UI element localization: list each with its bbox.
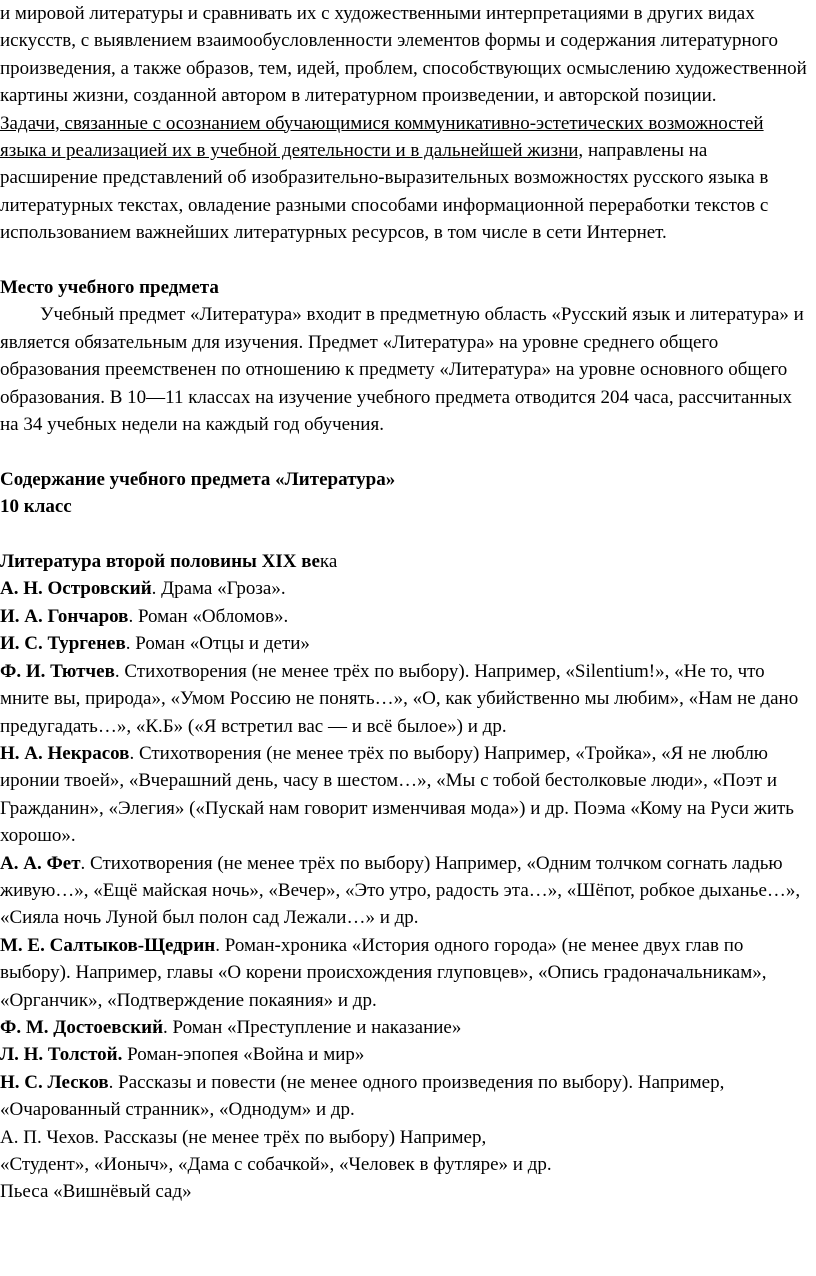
grade-heading: 10 класс bbox=[0, 496, 72, 518]
tasks-paragraph bbox=[0, 110, 808, 247]
author-name: Ф. И. Тютчев bbox=[0, 660, 115, 682]
tasks-rest-text: направлены на расширение представлений об изобразительно-выразительных возможностях русского языка в литературных текстах, овладение разными способами информационной переработки текстов с использованием важнейших литературных ресурсов, в том числе в сети Интернет. bbox=[0, 140, 769, 244]
place-paragraph: Учебный предмет «Литература» входит в предметную область «Русский язык и литература» и является обязательным для изучения. Предмет «Литература» на уровне среднего общего образования преемственен по отношению к предмету «Литература» на уровне основного общего образования. В 10—11 классах на изучение учебного предмета отводится 204 часа, рассчитанных на 34 учебных недели на каждый год обучения. bbox=[0, 304, 804, 436]
author-entry bbox=[0, 1014, 808, 1041]
author-entry bbox=[0, 575, 808, 602]
author-name: А. А. Фет bbox=[0, 852, 81, 874]
content-heading: Содержание учебного предмета «Литература» bbox=[0, 468, 396, 490]
author-works: . Стихотворения (не менее трёх по выбору) Например, «Тройка», «Я не люблю иронии твоей», «Вчерашний день, часу в шестом…», «Мы с тобой бестолковые люди», «Поэт и Гражданин», «Элегия» («Пускай нам говорит изменчивая мода») и др. Поэма «Кому на Руси жить хорошо». bbox=[0, 742, 794, 847]
section-heading-tail: ка bbox=[319, 551, 338, 573]
spacer bbox=[0, 521, 808, 548]
author-entry bbox=[0, 603, 808, 630]
author-name: И. С. Тургенев bbox=[0, 633, 126, 655]
tasks-underlined-text: Задачи, связанные с осознанием обучающимися коммуникативно-эстетических возможностей языка и реализацией их в учебной деятельности и в дальнейшей жизни, bbox=[0, 112, 764, 162]
author-entry bbox=[0, 740, 808, 850]
section-heading-bold: Литература второй половины XIX ве bbox=[0, 551, 320, 573]
author-works: . Стихотворения (не менее трёх по выбору) Например, «Одним толчком согнать ладью живую…», «Ещё майская ночь», «Вечер», «Это утро, радость эта…», «Шёпот, робкое дыханье…», «Сияла ночь Луной был полон сад Лежали…» и др. bbox=[0, 852, 801, 929]
intro-paragraph: и мировой литературы и сравнивать их с художественными интерпретациями в других видах искусств, с выявлением взаимообусловленности элементов формы и содержания литературного произведения, а также образов, тем, идей, проблем, способствующих осмыслению художественной картины жизни, созданной автором в литературном произведении, и авторской позиции. bbox=[0, 3, 807, 107]
author-works: . Роман «Отцы и дети» bbox=[125, 633, 310, 655]
author-name: Н. С. Лесков bbox=[0, 1071, 109, 1093]
author-works: . Стихотворения (не менее трёх по выбору). Например, «Silentium!», «Не то, что мните вы, природа», «Умом Россию не понять…», «О, как убийственно мы любим», «Нам не дано предугадать…», «К.Б» («Я встретил вас — и всё былое») и др. bbox=[0, 660, 799, 737]
author-works: . Драма «Гроза». bbox=[151, 578, 286, 600]
author-name: Ф. М. Достоевский bbox=[0, 1016, 164, 1038]
chekhov-line: А. П. Чехов. Рассказы (не менее трёх по выбору) Например, bbox=[0, 1126, 487, 1148]
author-entry bbox=[0, 658, 808, 740]
spacer bbox=[0, 247, 808, 274]
place-heading: Место учебного предмета bbox=[0, 277, 219, 299]
author-works: . Рассказы и повести (не менее одного произведения по выбору). Например, «Очарованный странник», «Однодум» и др. bbox=[0, 1071, 725, 1121]
spacer bbox=[0, 438, 808, 465]
section-heading bbox=[0, 548, 808, 575]
author-entry bbox=[0, 1041, 808, 1068]
author-entry bbox=[0, 932, 808, 1014]
author-entry bbox=[0, 850, 808, 932]
author-works: Роман-эпопея «Война и мир» bbox=[122, 1044, 365, 1066]
author-name: Н. А. Некрасов bbox=[0, 742, 130, 764]
author-name: И. А. Гончаров bbox=[0, 605, 129, 627]
author-works: . Роман «Преступление и наказание» bbox=[163, 1016, 462, 1038]
author-name: А. Н. Островский bbox=[0, 578, 152, 600]
author-entry bbox=[0, 630, 808, 657]
chekhov-line: «Студент», «Ионыч», «Дама с собачкой», «Человек в футляре» и др. bbox=[0, 1154, 552, 1176]
author-works: . Роман-хроника «История одного города» (не менее двух глав по выбору). Например, главы «О корени происхождения глуповцев», «Опись градоначальникам», «Органчик», «Подтверждение покаяния» и др. bbox=[0, 934, 767, 1011]
author-name: Л. Н. Толстой. bbox=[0, 1044, 123, 1066]
author-name: М. Е. Салтыков-Щедрин bbox=[0, 934, 216, 956]
author-entry bbox=[0, 1069, 808, 1124]
chekhov-line: Пьеса «Вишнёвый сад» bbox=[0, 1181, 192, 1203]
author-works: . Роман «Обломов». bbox=[128, 605, 289, 627]
